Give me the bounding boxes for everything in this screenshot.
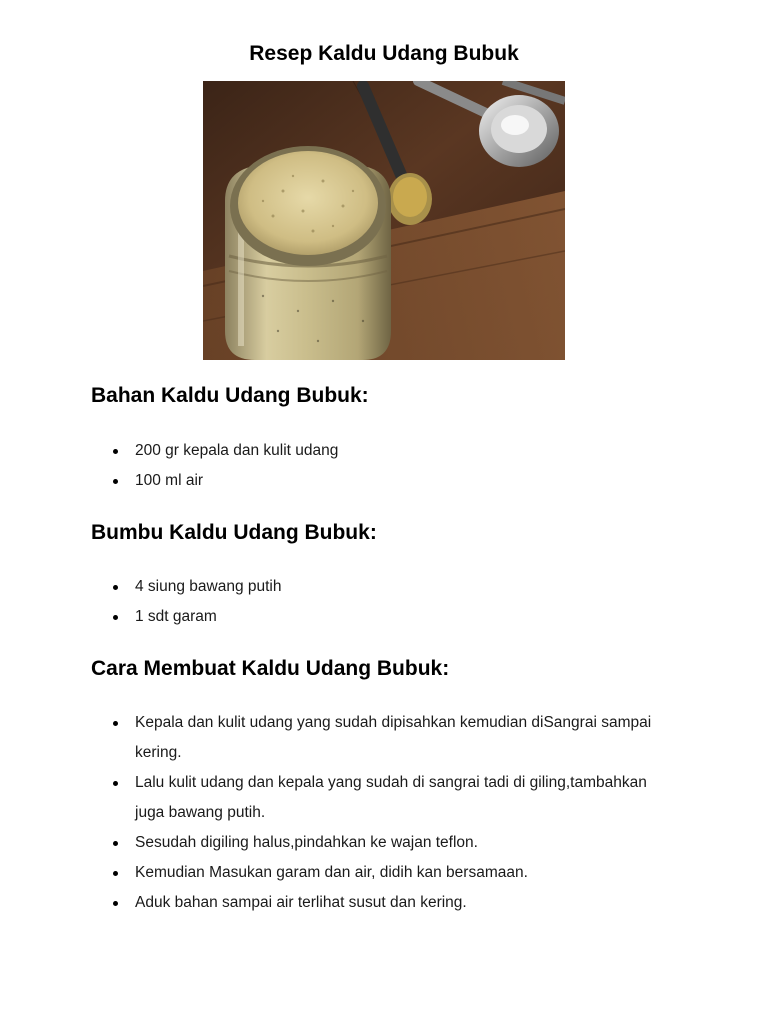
bullet-icon: [113, 615, 118, 620]
jar-of-powder-image: [203, 81, 565, 360]
list-item: 4 siung bawang putih: [111, 572, 671, 602]
bullet-icon: [113, 585, 118, 590]
bullet-icon: [113, 841, 118, 846]
steps-list: [111, 708, 671, 918]
bullet-icon: [113, 901, 118, 906]
section-heading-bahan: Bahan Kaldu Udang Bubuk:: [91, 384, 369, 407]
bullet-icon: [113, 449, 118, 454]
list-item: Sesudah digiling halus,pindahkan ke wajan teflon.: [111, 828, 671, 858]
list-item: 1 sdt garam: [111, 602, 671, 632]
spices-list: [111, 572, 671, 632]
bullet-icon: [113, 479, 118, 484]
list-item: Lalu kulit udang dan kepala yang sudah di sangrai tadi di giling,tambahkan juga bawang putih.: [111, 768, 671, 828]
section-heading-cara: Cara Membuat Kaldu Udang Bubuk:: [91, 657, 450, 680]
bullet-icon: [113, 781, 118, 786]
page-title: Resep Kaldu Udang Bubuk: [249, 42, 519, 65]
list-item: 100 ml air: [111, 466, 671, 496]
list-item: Kemudian Masukan garam dan air, didih kan bersamaan.: [111, 858, 671, 888]
list-item: Kepala dan kulit udang yang sudah dipisahkan kemudian diSangrai sampai kering.: [111, 708, 671, 768]
ingredients-list: [111, 436, 671, 496]
bullet-icon: [113, 721, 118, 726]
bullet-icon: [113, 871, 118, 876]
recipe-photo: [203, 81, 565, 360]
section-heading-bumbu: Bumbu Kaldu Udang Bubuk:: [91, 521, 377, 544]
list-item: Aduk bahan sampai air terlihat susut dan kering.: [111, 888, 671, 918]
list-item: 200 gr kepala dan kulit udang: [111, 436, 671, 466]
